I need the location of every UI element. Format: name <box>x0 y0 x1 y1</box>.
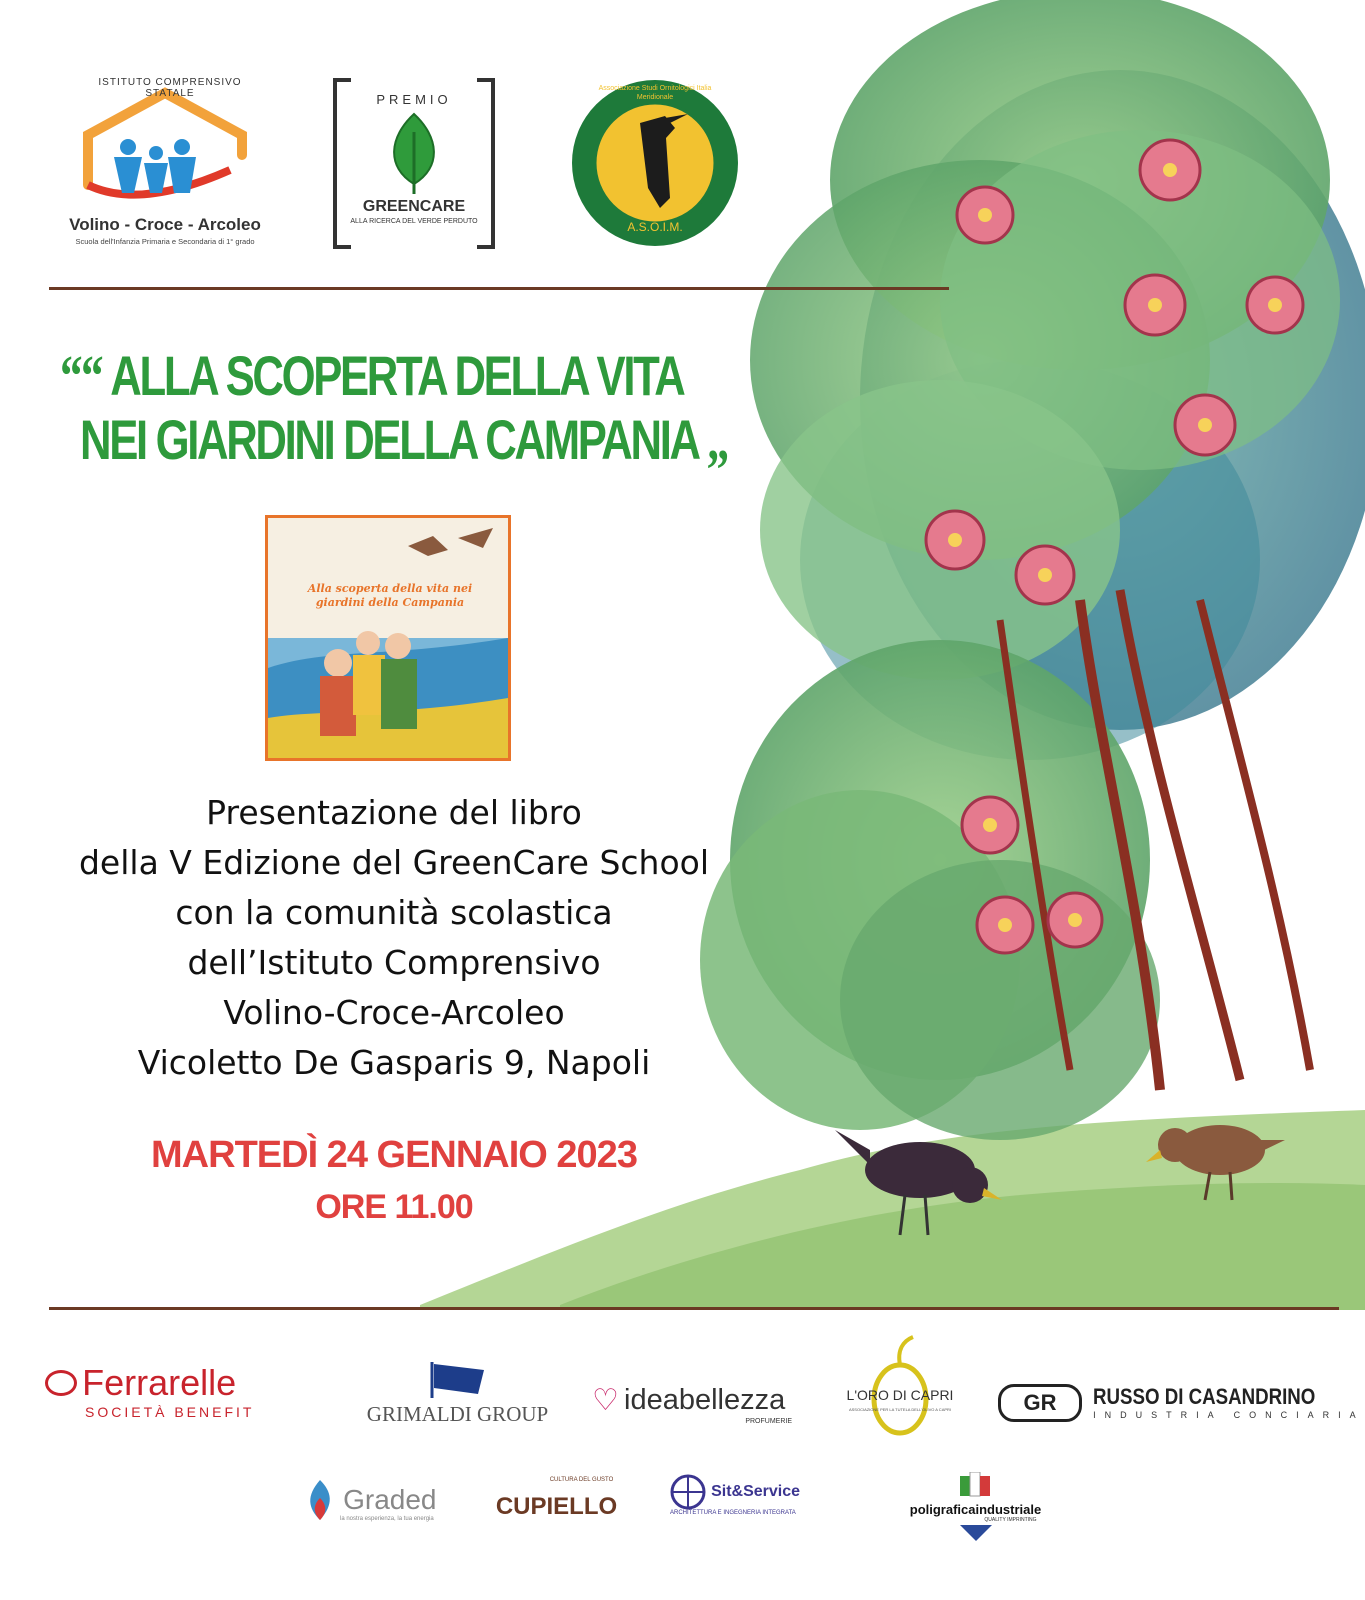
description-line-1: Presentazione del libro <box>206 793 582 832</box>
graded-sub: la nostra esperienza, la tua energia <box>340 1516 434 1522</box>
title-open-quote: ““ <box>60 343 103 408</box>
orodicapri-name: L'ORO DI CAPRI <box>846 1387 954 1403</box>
title-close-quote: „ <box>706 407 728 472</box>
book-cover-title: Alla scoperta della vita nei giardini della Campania <box>307 582 473 609</box>
leaf-icon <box>384 112 444 194</box>
russo-mark: GR <box>998 1384 1082 1422</box>
poligrafica-arrow-icon <box>958 1523 994 1543</box>
greencare-name: GREENCARE <box>362 198 466 215</box>
russo-name: RUSSO DI CASANDRINO <box>1093 1384 1316 1409</box>
sponsor-sitservice <box>670 1474 842 1516</box>
sponsor-orodicapri <box>835 1335 965 1440</box>
school-subtitle: Scuola dell'Infanzia Primaria e Secondaria di 1° grado <box>75 237 255 246</box>
description-line-3: con la comunità scolastica <box>175 893 613 932</box>
sponsor-ferrarelle <box>45 1362 315 1420</box>
poligrafica-name: poligraficaindustriale <box>909 1502 1042 1517</box>
sponsor-graded <box>302 1478 452 1522</box>
book-cover <box>265 515 511 761</box>
cupiello-name: CUPIELLO <box>495 1493 618 1520</box>
top-divider <box>49 287 949 290</box>
title-line-2 <box>80 407 728 472</box>
ferrarelle-name: Ferrarelle <box>82 1362 237 1403</box>
asoim-acronym: A.S.O.I.M. <box>627 220 683 234</box>
poligrafica-sub: QUALITY IMPRINTING <box>984 1517 1037 1523</box>
tree-illustration <box>380 0 1365 1310</box>
sponsor-ideabellezza <box>592 1383 802 1425</box>
asoim-logo <box>570 78 740 248</box>
orodicapri-sub: ASSOCIAZIONE PER LA TUTELA DELL'OLIVO A CAPRI <box>848 1407 952 1412</box>
bottom-divider <box>49 1307 1339 1310</box>
sponsor-cupiello <box>494 1477 619 1521</box>
description-line-5: Volino-Croce-Arcoleo <box>223 993 565 1032</box>
greencare-tagline: ALLA RICERCA DEL VERDE PERDUTO <box>350 218 478 225</box>
title-text-1: ALLA SCOPERTA DELLA VITA <box>110 344 684 407</box>
sitservice-name: Sit&Service <box>711 1483 801 1500</box>
greencare-logo <box>333 78 495 243</box>
ferrarelle-logo-icon <box>45 1370 77 1396</box>
sitservice-globe-icon <box>670 1474 706 1510</box>
asoim-ring-text: Associazione Studi Ornitologici Italia Meridionale <box>598 85 712 101</box>
description-line-4: dell’Istituto Comprensivo <box>187 943 601 982</box>
sponsor-russo <box>998 1384 1365 1422</box>
school-arc-text: ISTITUTO COMPRENSIVO STATALE <box>98 77 242 99</box>
graded-flame-icon <box>302 1478 338 1522</box>
heart-icon: ♡ <box>592 1383 619 1418</box>
school-name: Volino - Croce - Arcoleo <box>69 215 261 234</box>
event-date: MARTEDÌ 24 GENNAIO 2023 <box>151 1134 637 1176</box>
title-text-2: NEI GIARDINI DELLA CAMPANIA <box>80 408 698 471</box>
event-time: ORE 11.00 <box>315 1188 473 1226</box>
school-logo <box>50 75 280 250</box>
russo-sub: INDUSTRIA CONCIARIA <box>1093 1410 1365 1420</box>
sponsor-poligrafica <box>903 1472 1048 1547</box>
poligrafica-flag-icon <box>956 1472 996 1498</box>
description-line-6: Vicoletto De Gasparis 9, Napoli <box>137 1043 651 1082</box>
sitservice-sub: ARCHITETTURA E INGEGNERIA INTEGRATA <box>670 1510 796 1516</box>
description-line-2: della V Edizione del GreenCare School <box>78 843 709 882</box>
sponsor-grimaldi <box>350 1360 565 1427</box>
cupiello-sub: CULTURA DEL GUSTO <box>549 1477 614 1483</box>
greencare-premio: PREMIO <box>376 92 452 107</box>
grimaldi-flag-icon <box>428 1360 488 1398</box>
ferrarelle-sub: SOCIETÀ BENEFIT <box>85 1404 255 1420</box>
ideabellezza-sub: PROFUMERIE <box>745 1418 792 1425</box>
title-line-1 <box>60 343 684 408</box>
grimaldi-name: GRIMALDI GROUP <box>366 1402 549 1426</box>
ideabellezza-name: ideabellezza <box>624 1384 786 1416</box>
graded-name: Graded <box>343 1484 437 1515</box>
